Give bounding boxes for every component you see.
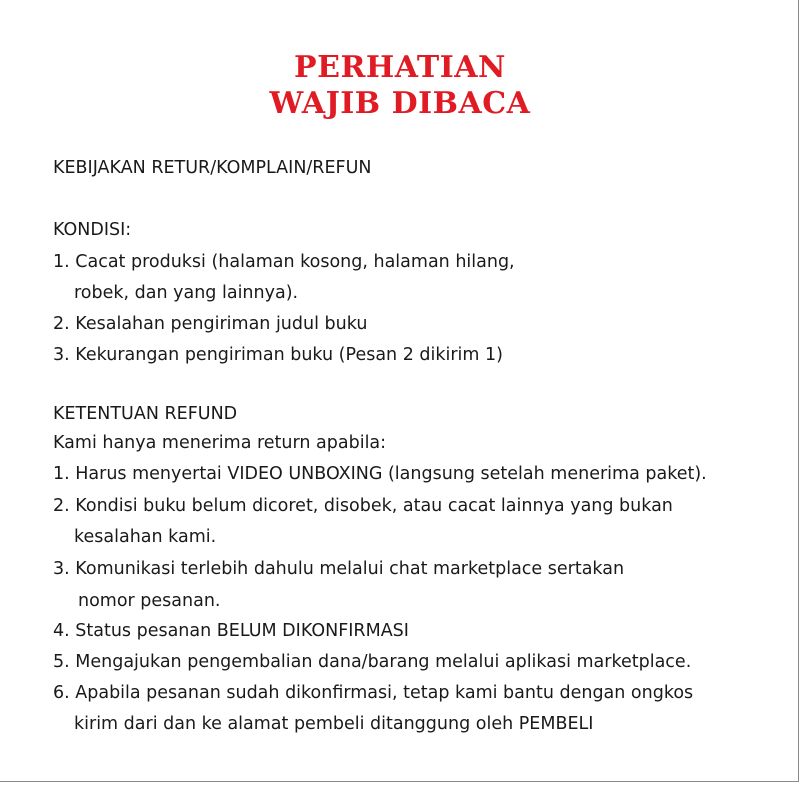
refund-heading: KETENTUAN REFUND <box>53 404 238 424</box>
refund-item-2: 2. Kondisi buku belum dicoret, disobek, atau cacat lainnya yang bukan <box>53 496 673 516</box>
refund-item-3: 3. Komunikasi terlebih dahulu melalui chat marketplace sertakan <box>53 559 625 579</box>
kondisi-item-1-cont: robek, dan yang lainnya). <box>74 283 299 303</box>
kondisi-heading: KONDISI: <box>53 220 132 240</box>
refund-item-6-cont: kirim dari dan ke alamat pembeli ditanggung oleh PEMBELI <box>74 714 594 734</box>
refund-item-5: 5. Mengajukan pengembalian dana/barang melalui aplikasi marketplace. <box>53 652 692 672</box>
refund-item-3-cont: nomor pesanan. <box>78 591 221 611</box>
title-line-2: WAJIB DIBACA <box>269 86 531 121</box>
kondisi-item-2: 2. Kesalahan pengiriman judul buku <box>53 314 368 334</box>
policy-heading: KEBIJAKAN RETUR/KOMPLAIN/REFUN <box>53 158 372 178</box>
refund-item-6: 6. Apabila pesanan sudah dikonfirmasi, tetap kami bantu dengan ongkos <box>53 683 694 703</box>
refund-item-4: 4. Status pesanan BELUM DIKONFIRMASI <box>53 621 409 641</box>
refund-item-1: 1. Harus menyertai VIDEO UNBOXING (langsung setelah menerima paket). <box>53 464 707 484</box>
title-line-1: PERHATIAN <box>294 50 506 85</box>
kondisi-item-1: 1. Cacat produksi (halaman kosong, halaman hilang, <box>53 252 515 272</box>
refund-item-2-cont: kesalahan kami. <box>74 527 217 547</box>
kondisi-item-3: 3. Kekurangan pengiriman buku (Pesan 2 dikirim 1) <box>53 345 503 365</box>
refund-intro: Kami hanya menerima return apabila: <box>53 433 387 453</box>
